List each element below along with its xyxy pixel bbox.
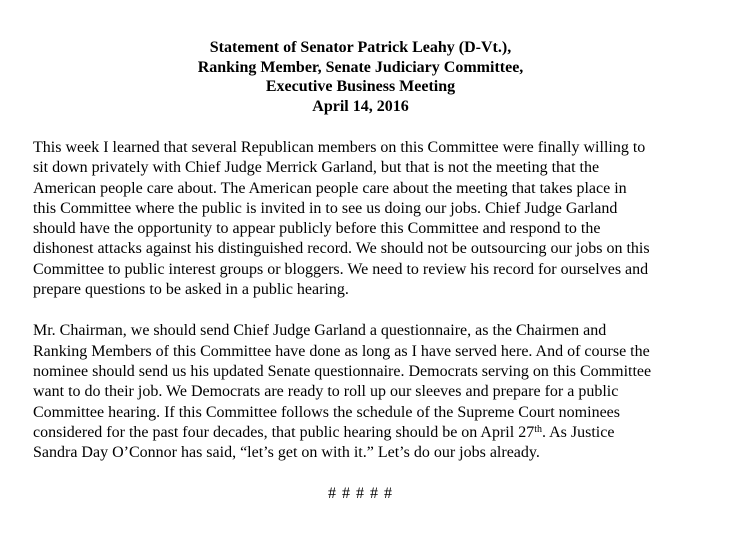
paragraph-line: prepare questions to be asked in a public hearing. — [33, 281, 349, 299]
paragraph-line: Ranking Members of this Committee have done as long as I have served here. And of course the — [33, 342, 650, 360]
paragraph-line: This week I learned that several Republican members on this Committee were finally willing to — [33, 139, 646, 156]
line-text: . As Justice — [541, 423, 615, 441]
heading-date: April 14, 2016 — [312, 97, 409, 115]
statement-heading — [0, 38, 723, 116]
paragraph-line: Sandra Day O’Connor has said, “let’s get on with it.” Let’s do our jobs already. — [33, 444, 540, 462]
paragraph-line: this Committee where the public is invited in to see us doing our jobs. Chief Judge Garland — [33, 199, 618, 217]
paragraph-line: dishonest attacks against his distinguished record. We should not be outsourcing our jobs on this — [33, 240, 650, 258]
heading-role: Ranking Member, Senate Judiciary Committee, — [197, 58, 524, 76]
line-text: considered for the past four decades, that public hearing should be on April 27 — [33, 423, 535, 441]
paragraph-line: want to do their job. We Democrats are ready to roll up our sleeves and prepare for a public — [33, 383, 619, 401]
paragraph-line: American people care about. The American people care about the meeting that takes place in — [33, 179, 627, 197]
paragraph-line: Committee hearing. If this Committee follows the schedule of the Supreme Court nominees — [33, 403, 620, 421]
paragraph-line: nominee should send us his updated Senate questionnaire. Democrats serving on this Committee — [33, 362, 652, 380]
heading-meeting: Executive Business Meeting — [265, 78, 456, 95]
ordinal-suffix: th — [534, 423, 542, 435]
paragraph-line — [33, 423, 723, 443]
paragraph-line: Committee to public interest groups or bloggers. We need to review his record for ourselves and — [33, 260, 649, 278]
end-mark: # # # # # — [328, 485, 393, 503]
press-statement — [33, 38, 723, 503]
paragraph-line: sit down privately with Chief Judge Merrick Garland, but that is not the meeting that the — [33, 159, 600, 177]
paragraph-line: Mr. Chairman, we should send Chief Judge Garland a questionnaire, as the Chairmen and — [33, 322, 607, 340]
paragraph-2 — [33, 321, 723, 463]
paragraph-1 — [33, 138, 723, 300]
heading-title: Statement of Senator Patrick Leahy (D-Vt.), — [209, 39, 512, 56]
paragraph-line: should have the opportunity to appear publicly before this Committee and respond to the — [33, 220, 601, 238]
